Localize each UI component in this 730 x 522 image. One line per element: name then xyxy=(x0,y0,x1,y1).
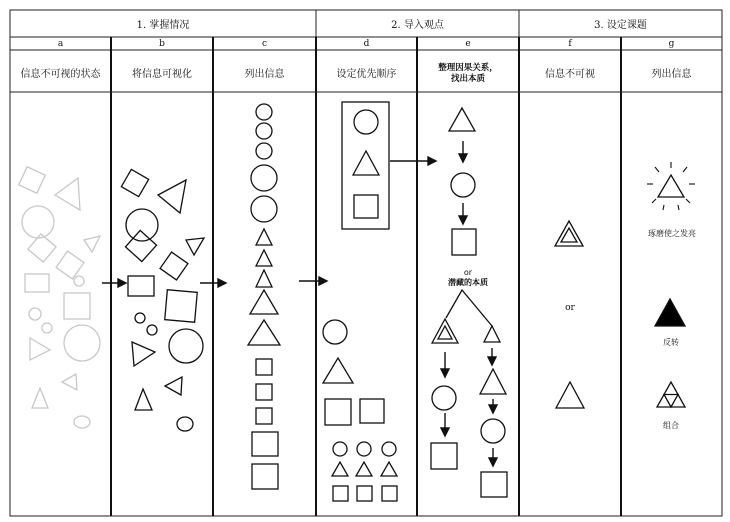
faint-dot-1 xyxy=(74,276,84,286)
triangle-b2 xyxy=(186,238,204,255)
e-triangle-top xyxy=(449,108,475,131)
arrow-e3-head xyxy=(441,369,449,377)
arrow-e6-head xyxy=(489,405,497,413)
c-triangle-2 xyxy=(256,250,272,266)
d-square-mid-2 xyxy=(360,399,384,423)
g-inverted-triangle xyxy=(655,299,685,326)
c-square-1 xyxy=(256,359,272,375)
arrow-c-d-head xyxy=(319,277,327,285)
priority-box xyxy=(342,102,389,229)
d-square-top xyxy=(354,195,378,218)
column-label-g: 列出信息 xyxy=(651,68,692,80)
g-shining-triangle xyxy=(658,175,684,197)
g-polish-note: 琢磨使之发亮 xyxy=(648,229,696,238)
faint-triangle-3 xyxy=(30,338,50,360)
c-square-3 xyxy=(256,408,272,424)
arrow-a-b-head xyxy=(118,279,126,287)
c-square-4 xyxy=(252,432,278,456)
arrow-e2-head xyxy=(459,216,467,224)
triangle-b1 xyxy=(158,180,186,213)
triangle-b4 xyxy=(165,377,182,395)
ellipse-b1 xyxy=(177,417,193,431)
column-f-shapes xyxy=(555,221,584,408)
triangle-b3 xyxy=(132,342,155,366)
column-letter-g: g xyxy=(668,39,675,49)
f-triangle xyxy=(556,382,584,408)
c-triangle-1 xyxy=(256,229,272,245)
circle-b2 xyxy=(169,329,203,363)
e-circle-top xyxy=(451,173,475,197)
column-label-e-line2: 找出本质 xyxy=(450,74,485,84)
triangle-b5 xyxy=(135,389,152,410)
arrow-e7-head xyxy=(489,458,497,466)
column-letter-e: e xyxy=(465,39,471,49)
e-square-top xyxy=(452,229,476,255)
c-circle-2 xyxy=(256,123,272,139)
faint-circle-2 xyxy=(64,325,100,361)
c-circle-4 xyxy=(251,165,277,191)
column-letter-c: c xyxy=(261,39,268,49)
column-a-shapes xyxy=(19,167,100,428)
d-dot-3 xyxy=(382,442,396,456)
e-small-tri xyxy=(484,326,500,342)
d-sq-2 xyxy=(357,486,372,501)
arrow-d-e-head xyxy=(428,157,436,165)
column-letter-d: d xyxy=(363,39,370,49)
arrow-e5-head xyxy=(488,357,496,365)
c-square-2 xyxy=(256,384,272,400)
column-label-d: 设定优先顺序 xyxy=(336,68,397,80)
g-shine-rays xyxy=(647,162,695,210)
d-triangle-top xyxy=(353,151,379,175)
column-label-b: 将信息可视化 xyxy=(132,68,192,80)
faint-square-3 xyxy=(56,251,84,279)
f-or-note: or xyxy=(565,303,575,313)
d-dot-1 xyxy=(333,442,347,456)
section-header-3: 3. 设定课题 xyxy=(594,19,647,31)
square-b1 xyxy=(121,169,148,196)
faint-triangle-4 xyxy=(62,374,77,390)
column-e-shapes xyxy=(431,108,507,497)
section-header-1: 1. 掌握情况 xyxy=(136,19,190,31)
d-triangle-mid xyxy=(323,358,353,383)
faint-square-1 xyxy=(19,167,46,194)
column-dividers xyxy=(111,37,621,516)
column-label-f: 信息不可视 xyxy=(545,68,595,80)
d-sq-3 xyxy=(382,486,397,501)
c-triangle-4 xyxy=(250,290,278,314)
column-d-shapes xyxy=(323,102,397,501)
column-label-c: 列出信息 xyxy=(244,68,285,80)
g-combine-note: 组合 xyxy=(663,421,679,430)
arrows xyxy=(102,141,497,466)
square-b4 xyxy=(165,290,198,323)
faint-triangle-2 xyxy=(84,236,100,252)
dot-b2 xyxy=(147,325,157,335)
e-circle-right xyxy=(481,419,505,443)
e-square-right xyxy=(481,472,507,497)
faint-ellipse-1 xyxy=(74,416,90,428)
d-square-mid-1 xyxy=(325,399,351,425)
c-circle-3 xyxy=(256,143,272,159)
faint-rect-1 xyxy=(25,274,49,292)
d-tri-3 xyxy=(381,462,397,476)
d-circle-mid xyxy=(323,320,347,344)
c-square-5 xyxy=(252,464,278,489)
c-circle-5 xyxy=(251,196,277,222)
column-label-a: 信息不可视的状态 xyxy=(20,68,101,80)
d-sq-1 xyxy=(333,486,348,501)
arrow-e1-head xyxy=(459,154,467,162)
column-c-shapes xyxy=(248,104,280,489)
faint-triangle-5 xyxy=(32,388,48,408)
column-g-shapes xyxy=(647,162,695,407)
d-dot-2 xyxy=(357,442,371,456)
column-letter-f: f xyxy=(568,39,572,49)
g-combined-inner xyxy=(664,395,678,408)
faint-dot-2 xyxy=(29,308,41,320)
c-circle-1 xyxy=(256,104,272,120)
section-header-2: 2. 导入观点 xyxy=(391,19,444,31)
column-label-e xyxy=(417,56,519,92)
d-tri-1 xyxy=(332,462,348,476)
c-triangle-3 xyxy=(256,270,272,287)
dot-b1 xyxy=(135,313,145,323)
faint-circle-1 xyxy=(22,206,54,238)
e-hidden-essence-note: 潜藏的本质 xyxy=(448,278,488,287)
d-circle-top xyxy=(354,110,378,134)
g-invert-note: 反转 xyxy=(663,338,679,347)
rect-b1 xyxy=(128,276,154,296)
arrow-b-c-head xyxy=(218,279,226,287)
e-square-left xyxy=(431,443,457,469)
column-b-shapes xyxy=(121,169,204,431)
e-or-note: or xyxy=(463,268,473,277)
column-letter-b: b xyxy=(159,39,165,49)
column-letter-a: a xyxy=(57,39,64,49)
c-triangle-5 xyxy=(248,320,280,345)
circle-b1 xyxy=(126,209,158,241)
faint-triangle-1 xyxy=(55,178,80,210)
faint-dot-3 xyxy=(42,323,52,333)
arrow-e4-head xyxy=(441,428,449,436)
column-label-e-line1: 整理因果关系， xyxy=(438,63,498,73)
e-triangle-right xyxy=(480,369,506,394)
square-b3 xyxy=(160,252,188,280)
faint-square-4 xyxy=(64,293,90,319)
e-circle-left xyxy=(432,386,456,410)
d-tri-2 xyxy=(356,462,372,476)
e-branch-line xyxy=(446,290,492,326)
